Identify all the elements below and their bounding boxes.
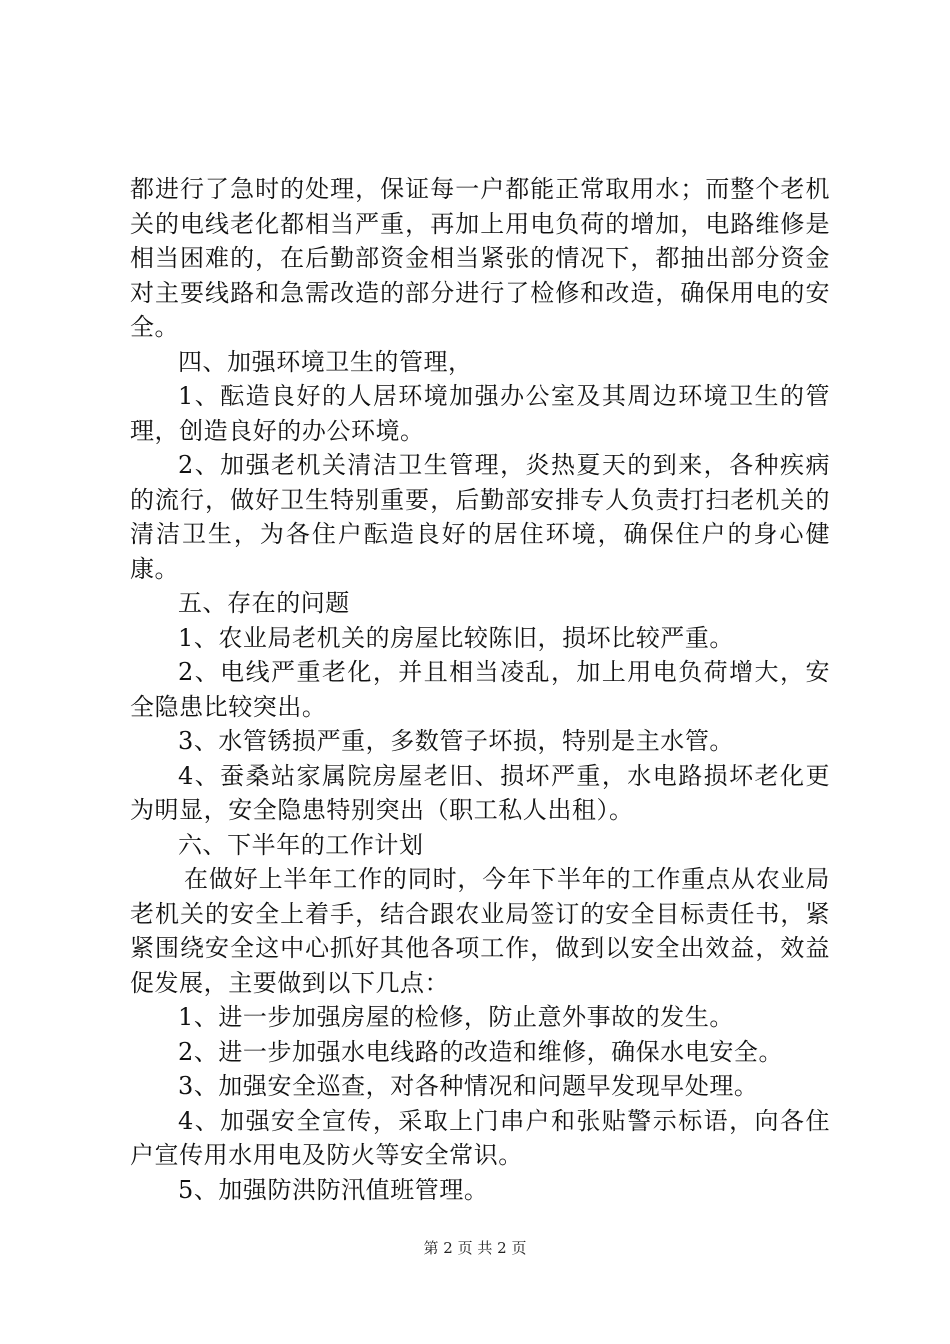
list-item: 2、进一步加强水电线路的改造和维修，确保水电安全。 [178, 1037, 784, 1066]
list-item: 3、加强安全巡查，对各种情况和问题早发现早处理。 [178, 1072, 759, 1100]
section-heading-environment: 四、加强环境卫生的管理， [178, 347, 473, 376]
list-item: 3、水管锈损严重，多数管子坏损，特别是主水管。 [178, 727, 734, 755]
list-item: 2、加强老机关清洁卫生管理，炎热夏天的到来，各种疾病的流行，做好卫生特别重要，后勤部安排专人负责打扫老机关的清洁卫生，为各住户酝造良好的居住环境，确保住户的身心健康。 [130, 451, 830, 583]
list-item: 1、进一步加强房屋的检修，防止意外事故的发生。 [178, 1003, 734, 1031]
list-item: 4、加强安全宣传，采取上门串户和张贴警示标语，向各住户宣传用水用电及防火等安全常识。 [130, 1106, 830, 1169]
section-heading-problems: 五、存在的问题 [178, 589, 350, 617]
list-item: 1、酝造良好的人居环境加强办公室及其周边环境卫生的管理，创造良好的办公环境。 [130, 382, 830, 445]
page-footer: 第 2 页 共 2 页 [423, 1239, 527, 1257]
list-item: 4、蚕桑站家属院房屋老旧、损坏严重，水电路损坏老化更为明显，安全隐患特别突出（职工私人出租）。 [130, 761, 830, 824]
section-heading-plan: 六、下半年的工作计划 [178, 830, 424, 859]
paragraph-continued: 都进行了急时的处理，保证每一户都能正常取用水；而整个老机关的电线老化都相当严重，再加上用电负荷的增加，电路维修是相当困难的，在后勤部资金相当紧张的情况下，都抽出部分资金对主要线路和急需改造的部分进行了检修和改造，确保用电的安全。 [130, 175, 830, 341]
document-body [130, 172, 830, 1207]
list-item: 1、农业局老机关的房屋比较陈旧，损坏比较严重。 [178, 623, 734, 652]
list-item: 2、电线严重老化，并且相当凌乱，加上用电负荷增大，安全隐患比较突出。 [130, 658, 830, 721]
paragraph-plan-intro: 在做好上半年工作的同时，今年下半年的工作重点从农业局老机关的安全上着手，结合跟农业局签订的安全目标责任书，紧紧围绕安全这中心抓好其他各项工作，做到以安全出效益，效益促发展，主要做到以下几点： [130, 865, 830, 997]
list-item: 5、加强防洪防汛值班管理。 [178, 1175, 489, 1204]
